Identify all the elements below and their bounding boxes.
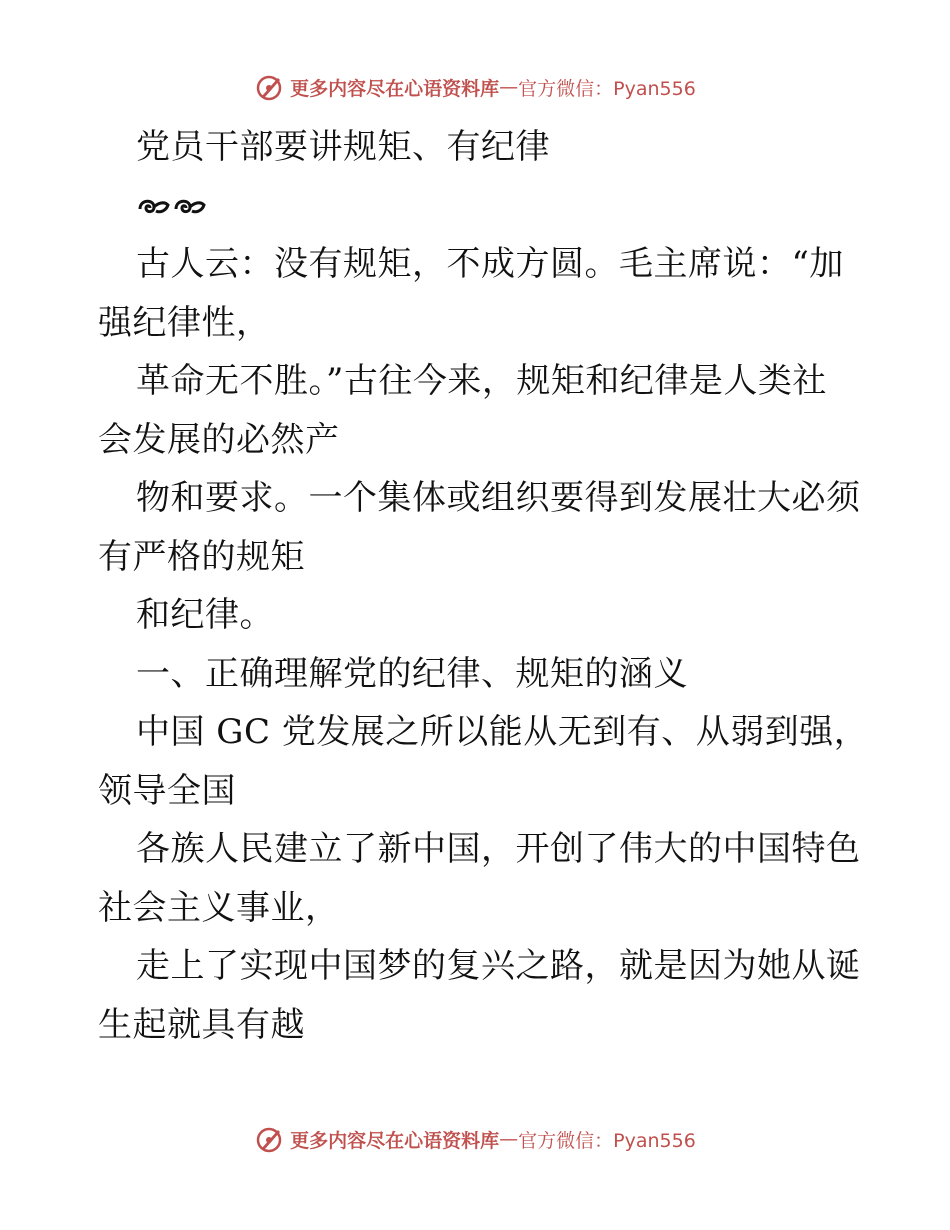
watermark-wechat-text: 官方微信：Pyan556 [518,1129,696,1152]
watermark-dash: — [499,1128,519,1150]
ornament-row [98,177,858,236]
paragraph-line-12: 社会主义事业， [98,887,340,928]
section-heading: 一、正确理解党的纪律、规矩的涵义 [136,653,688,694]
watermark-wechat-text: 官方微信：Pyan556 [518,77,696,100]
paragraph-line-4: 会发展的必然产 [98,419,340,460]
footer-watermark [0,1124,950,1154]
paragraph-line-5: 物和要求。一个集体或组织要得到发展壮大必须 [136,478,861,518]
paragraph-line-6: 有严格的规矩 [98,536,305,577]
document-body [98,118,869,1054]
paragraph-line-7: 和纪律。 [136,595,274,635]
paragraph-line-1: 古人云：没有规矩，不成方圆。毛主席说：“加 [136,244,844,284]
watermark-dash: — [499,76,519,98]
paragraph-line-13: 走上了实现中国梦的复兴之路，就是因为她从诞 [136,946,861,986]
paragraph-line-3: 革命无不胜。”古往今来，规矩和纪律是人类社 [136,361,827,401]
paragraph-line-9: 中国 GC 党发展之所以能从无到有、从弱到强， [136,712,869,752]
paragraph-line-14: 生起就具有越 [98,1004,305,1045]
header-watermark [0,72,950,102]
watermark-main-text: 更多内容尽在心语资料库 [290,77,500,100]
paragraph-line-11: 各族人民建立了新中国，开创了伟大的中国特色 [136,829,861,869]
document-title: 党员干部要讲规矩、有纪律 [136,127,550,167]
decorative-scroll-icon [136,193,208,219]
quill-pen-circle-icon [254,1124,284,1154]
watermark-main-text: 更多内容尽在心语资料库 [290,1129,500,1152]
quill-pen-circle-icon [254,72,284,102]
paragraph-line-10: 领导全国 [98,770,236,811]
paragraph-line-2: 强纪律性， [98,302,271,343]
